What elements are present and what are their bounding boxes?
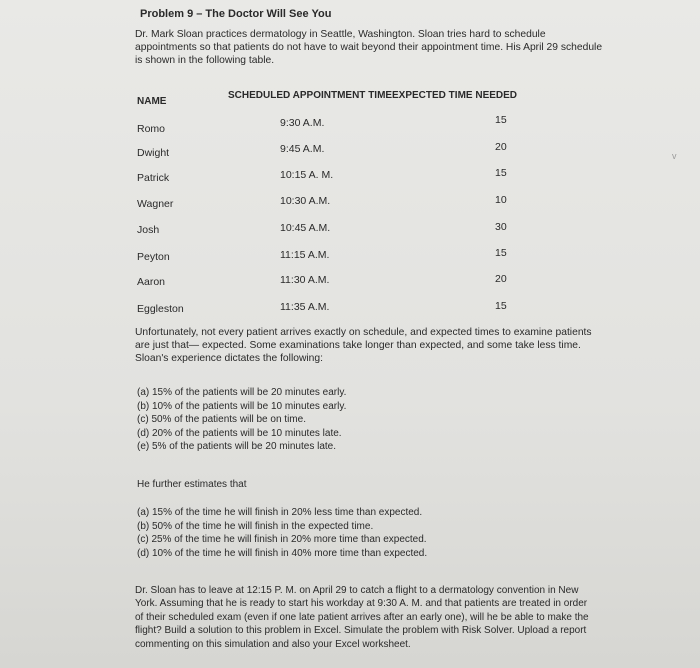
patient-name: Peyton [137,251,170,263]
list-item: (a) 15% of the patients will be 20 minutes early. [137,387,347,398]
list-item: (d) 10% of the time he will finish in 40% more time than expected. [137,547,428,559]
list-item: (d) 20% of the patients will be 10 minutes late. [137,427,342,439]
list-item: (c) 25% of the time he will finish in 20% more time than expected. [137,534,427,545]
patient-name: Aaron [137,276,166,288]
intro-paragraph [135,28,602,68]
list-item: (c) 50% of the patients will be on time. [137,414,306,425]
further-estimates-label: He further estimates that [137,479,247,490]
expected-minutes: 15 [495,114,507,126]
expected-minutes: 15 [495,300,507,312]
header-scheduled: SCHEDULED APPOINTMENT TIME [228,90,393,101]
expected-minutes: 20 [495,141,507,153]
unfortunately-paragraph [135,326,592,366]
appointment-time: 10:45 A.M. [280,222,331,234]
paragraph-line: flight? Build a solution to this problem in Excel. Simulate the problem with Risk Solver. Upload a report [135,625,587,637]
appointment-time: 9:30 A.M. [280,117,325,129]
paragraph-line: are just that— expected. Some examinations take longer than expected, and some take less time. [135,340,581,352]
paragraph-line: Sloan's experience dictates the following: [135,353,323,365]
expected-minutes: 10 [495,194,507,206]
expected-minutes: 30 [495,221,507,233]
appointment-time: 9:45 A.M. [280,143,325,155]
intro-line: is shown in the following table. [135,55,275,67]
list-item: (e) 5% of the patients will be 20 minutes late. [137,441,336,452]
patient-name: Eggleston [137,303,184,315]
appointment-time: 10:30 A.M. [280,195,331,207]
header-expected: EXPECTED TIME NEEDED [392,90,518,101]
intro-line: appointments so that patients do not have to wait beyond their appointment time. His April 29 schedule [135,42,603,54]
appointment-time: 11:15 A.M. [280,249,330,261]
intro-line: Dr. Mark Sloan practices dermatology in Seattle, Washington. Sloan tries hard to schedule [135,29,546,40]
paragraph-line: York. Assuming that he is ready to start his workday at 9:30 A. M. and that patients are treated in order [135,598,588,610]
appointment-time: 11:35 A.M. [280,301,330,313]
patient-name: Wagner [137,198,174,210]
closing-paragraph [135,584,589,651]
paragraph-line: Unfortunately, not every patient arrives exactly on schedule, and expected times to examine patients [135,327,592,338]
list-item: (b) 10% of the patients will be 10 minutes early. [137,400,347,412]
header-name: NAME [137,96,167,107]
appointment-time: 10:15 A. M. [280,169,334,181]
expected-minutes: 15 [495,247,507,259]
arrival-list [137,386,346,454]
paragraph-line: commenting on this simulation and also your Excel worksheet. [135,638,411,650]
paragraph-line: Dr. Sloan has to leave at 12:15 P. M. on April 29 to catch a flight to a dermatology convention in New [135,585,579,596]
problem-title: Problem 9 – The Doctor Will See You [140,8,332,20]
patient-name: Josh [137,224,160,236]
patient-name: Patrick [137,172,170,184]
paragraph-line: of their scheduled exam (even if one late patient arrives after an early one), will he be able to make the [135,611,589,623]
patient-name: Dwight [137,147,170,159]
list-item: (b) 50% of the time he will finish in the expected time. [137,520,374,532]
expected-minutes: 15 [495,167,507,179]
list-item: (a) 15% of the time he will finish in 20% less time than expected. [137,507,423,518]
margin-mark: v [672,151,677,161]
patient-name: Romo [137,123,166,135]
expected-minutes: 20 [495,273,507,285]
finish-list [137,506,427,560]
appointment-time: 11:30 A.M. [280,274,330,286]
